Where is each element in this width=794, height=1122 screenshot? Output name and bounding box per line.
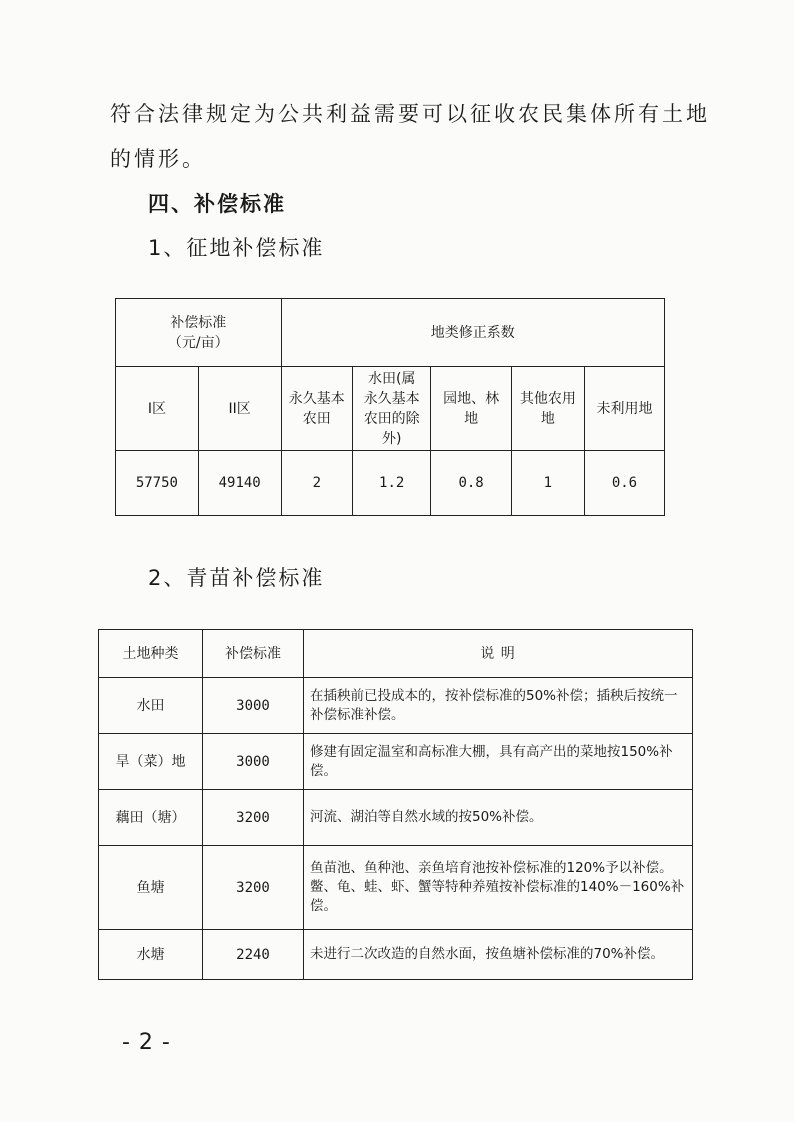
section-heading-compensation-standard: 四、补偿标准: [148, 192, 286, 216]
value-zone-1: 57750: [116, 451, 199, 516]
value-basic-farmland: 2: [281, 451, 352, 516]
value-unused-land: 0.6: [584, 451, 664, 516]
land-compensation-table: [115, 298, 665, 516]
notes-cell: 鱼苗池、鱼种池、亲鱼培育池按补偿标准的120%予以补偿。鳖、龟、蛙、虾、蟹等特种养殖按补偿标准的140%－160%补偿。: [304, 846, 693, 930]
value-zone-2: 49140: [198, 451, 281, 516]
intro-line-1: 符合法律规定为公共利益需要可以征收农民集体所有土地: [110, 102, 710, 126]
standard-cell: 3200: [203, 846, 304, 930]
notes-cell: 在插秧前已投成本的，按补偿标准的50%补偿；插秧后按统一补偿标准补偿。: [304, 678, 693, 734]
header-orchard-forest: 园地、林 地: [431, 367, 511, 451]
subheading-land-compensation: 1、征地补偿标准: [148, 236, 325, 260]
header-paddy-field: 水田(属 永久基本 农田的除 外): [353, 367, 431, 451]
header-notes: 说 明: [304, 630, 693, 678]
land-type-cell: 藕田（塘）: [99, 790, 203, 846]
land-type-cell: 水塘: [99, 930, 203, 980]
header-zone-2: II区: [198, 367, 281, 451]
value-orchard-forest: 0.8: [431, 451, 511, 516]
crop-compensation-table: [98, 629, 693, 980]
standard-cell: 2240: [203, 930, 304, 980]
header-unused-land: 未利用地: [584, 367, 664, 451]
table-row: [99, 930, 693, 980]
standard-cell: 3000: [203, 678, 304, 734]
header-compensation-standard: 补偿标准 （元/亩）: [116, 299, 282, 367]
page-number: - 2 -: [122, 1030, 171, 1055]
table-row: [99, 678, 693, 734]
value-paddy-field: 1.2: [353, 451, 431, 516]
land-type-cell: 水田: [99, 678, 203, 734]
header-zone-1: I区: [116, 367, 199, 451]
table-row: [99, 734, 693, 790]
header-land-type: 土地种类: [99, 630, 203, 678]
standard-cell: 3200: [203, 790, 304, 846]
notes-cell: 未进行二次改造的自然水面，按鱼塘补偿标准的70%补偿。: [304, 930, 693, 980]
header-other-farmland: 其他农用 地: [511, 367, 584, 451]
value-other-farmland: 1: [511, 451, 584, 516]
notes-cell: 修建有固定温室和高标准大棚，具有高产出的菜地按150%补偿。: [304, 734, 693, 790]
header-land-class-coefficient: 地类修正系数: [281, 299, 664, 367]
land-type-cell: 鱼塘: [99, 846, 203, 930]
subheading-crop-compensation: 2、青苗补偿标准: [148, 566, 325, 590]
table-row: [99, 790, 693, 846]
header-basic-farmland: 永久基本 农田: [281, 367, 352, 451]
standard-cell: 3000: [203, 734, 304, 790]
header-standard: 补偿标准: [203, 630, 304, 678]
intro-line-2: 的情形。: [110, 147, 206, 171]
notes-cell: 河流、湖泊等自然水域的按50%补偿。: [304, 790, 693, 846]
land-type-cell: 旱（菜）地: [99, 734, 203, 790]
table-row: [99, 846, 693, 930]
